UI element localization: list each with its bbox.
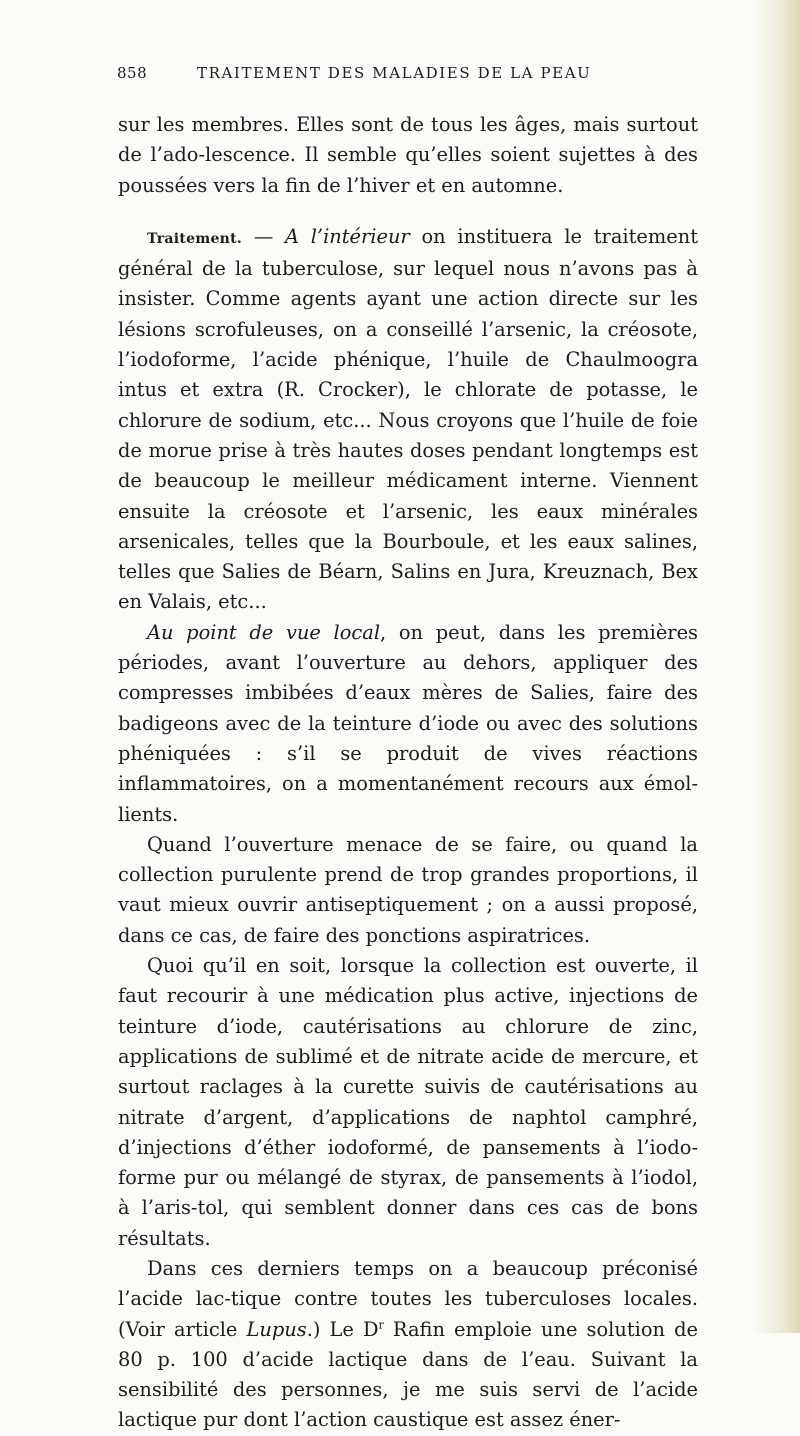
running-title: TRAITEMENT DES MALADIES DE LA PEAU <box>197 64 592 82</box>
italic-lead: A l’intérieur <box>284 224 410 248</box>
paragraph-text: Rafin emploie une solution de 80 p. 100 d’acide lactique dans de l’eau. Suivant la sensibilité des personnes, je me suis servi de l’acide lactique pur dont l’action caustique est assez éner- <box>118 1317 698 1432</box>
dash: — <box>242 224 285 248</box>
paragraph-traitement <box>118 222 698 618</box>
superscript: r <box>378 1318 384 1332</box>
section-sidehead: Traitement. <box>147 230 243 247</box>
article-reference: Lupus <box>246 1317 307 1341</box>
page-edge-shadow <box>754 0 800 1333</box>
running-header <box>0 64 800 88</box>
paragraph-1: sur les membres. Elles sont de tous les âges, mais surtout de l’ado-lescence. Il semble qu’elles soient sujettes à des poussées vers la fin de l’hiver et en automne. <box>118 113 698 197</box>
paragraph-collection: Quoi qu’il en soit, lorsque la collection est ouverte, il faut recourir à une médication plus active, injections de teinture d’iode, cautérisations au chlorure de zinc, applications de sublimé et de nitrate acide de mercure, et surtout raclages à la curette suivis de cautérisations au nitrate d’argent, d’applications de naphtol camphré, d’injections d’éther iodoformé, de pansements à l’iodo-forme pur ou mélangé de styrax, de pansements à l’iodol, à l’aris-tol, qui semblent donner dans ces cas de bons résultats. <box>118 954 698 1250</box>
paragraph-acide-lactique <box>118 1254 698 1436</box>
paragraph-text: .) Le D <box>306 1317 379 1341</box>
paragraph-ouverture: Quand l’ouverture menace de se faire, ou quand la collection purulente prend de trop grandes proportions, il vaut mieux ouvrir antiseptiquement ; on a aussi proposé, dans ce cas, de faire des ponctions aspiratrices. <box>118 832 698 947</box>
paragraph-text: on instituera le traitement général de la tuberculose, sur lequel nous n’avons pas à insister. Comme agents ayant une action directe sur les lésions scrofuleuses, on a conseillé l’arsenic, la créosote, l’iodoforme, l’acide phénique, l’huile de Chaulmoogra intus et extra (R. Crocker), le chlorate de potasse, le chlorure de sodium, etc... Nous croyons que l’huile de foie de morue prise à très hautes doses pendant longtemps est de beaucoup le meilleur médicament interne. Viennent ensuite la créosote et l’arsenic, les eaux minérales arsenicales, telles que la Bourboule, et les eaux salines, telles que Salies de Béarn, Salins en Jura, Kreuznach, Bex en Valais, etc... <box>118 224 699 614</box>
paragraph-local <box>118 618 698 830</box>
page-body <box>118 110 698 1436</box>
paragraph-text: , on peut, dans les premières périodes, avant l’ouverture au dehors, appliquer des compresses imbibées d’eaux mères de Salies, faire des badigeons avec de la teinture d’iode ou avec des solutions phéniquées : s’il se produit de vives réactions inflammatoires, on a momentanément recours aux émol-lients. <box>118 620 698 826</box>
paragraph-text: Dans ces derniers temps on a beaucoup préconisé l’acide lac-tique contre toutes les tuberculoses locales. (Voir article <box>118 1256 698 1341</box>
page-number: 858 <box>117 64 148 82</box>
italic-lead: Au point de vue local <box>147 620 381 644</box>
